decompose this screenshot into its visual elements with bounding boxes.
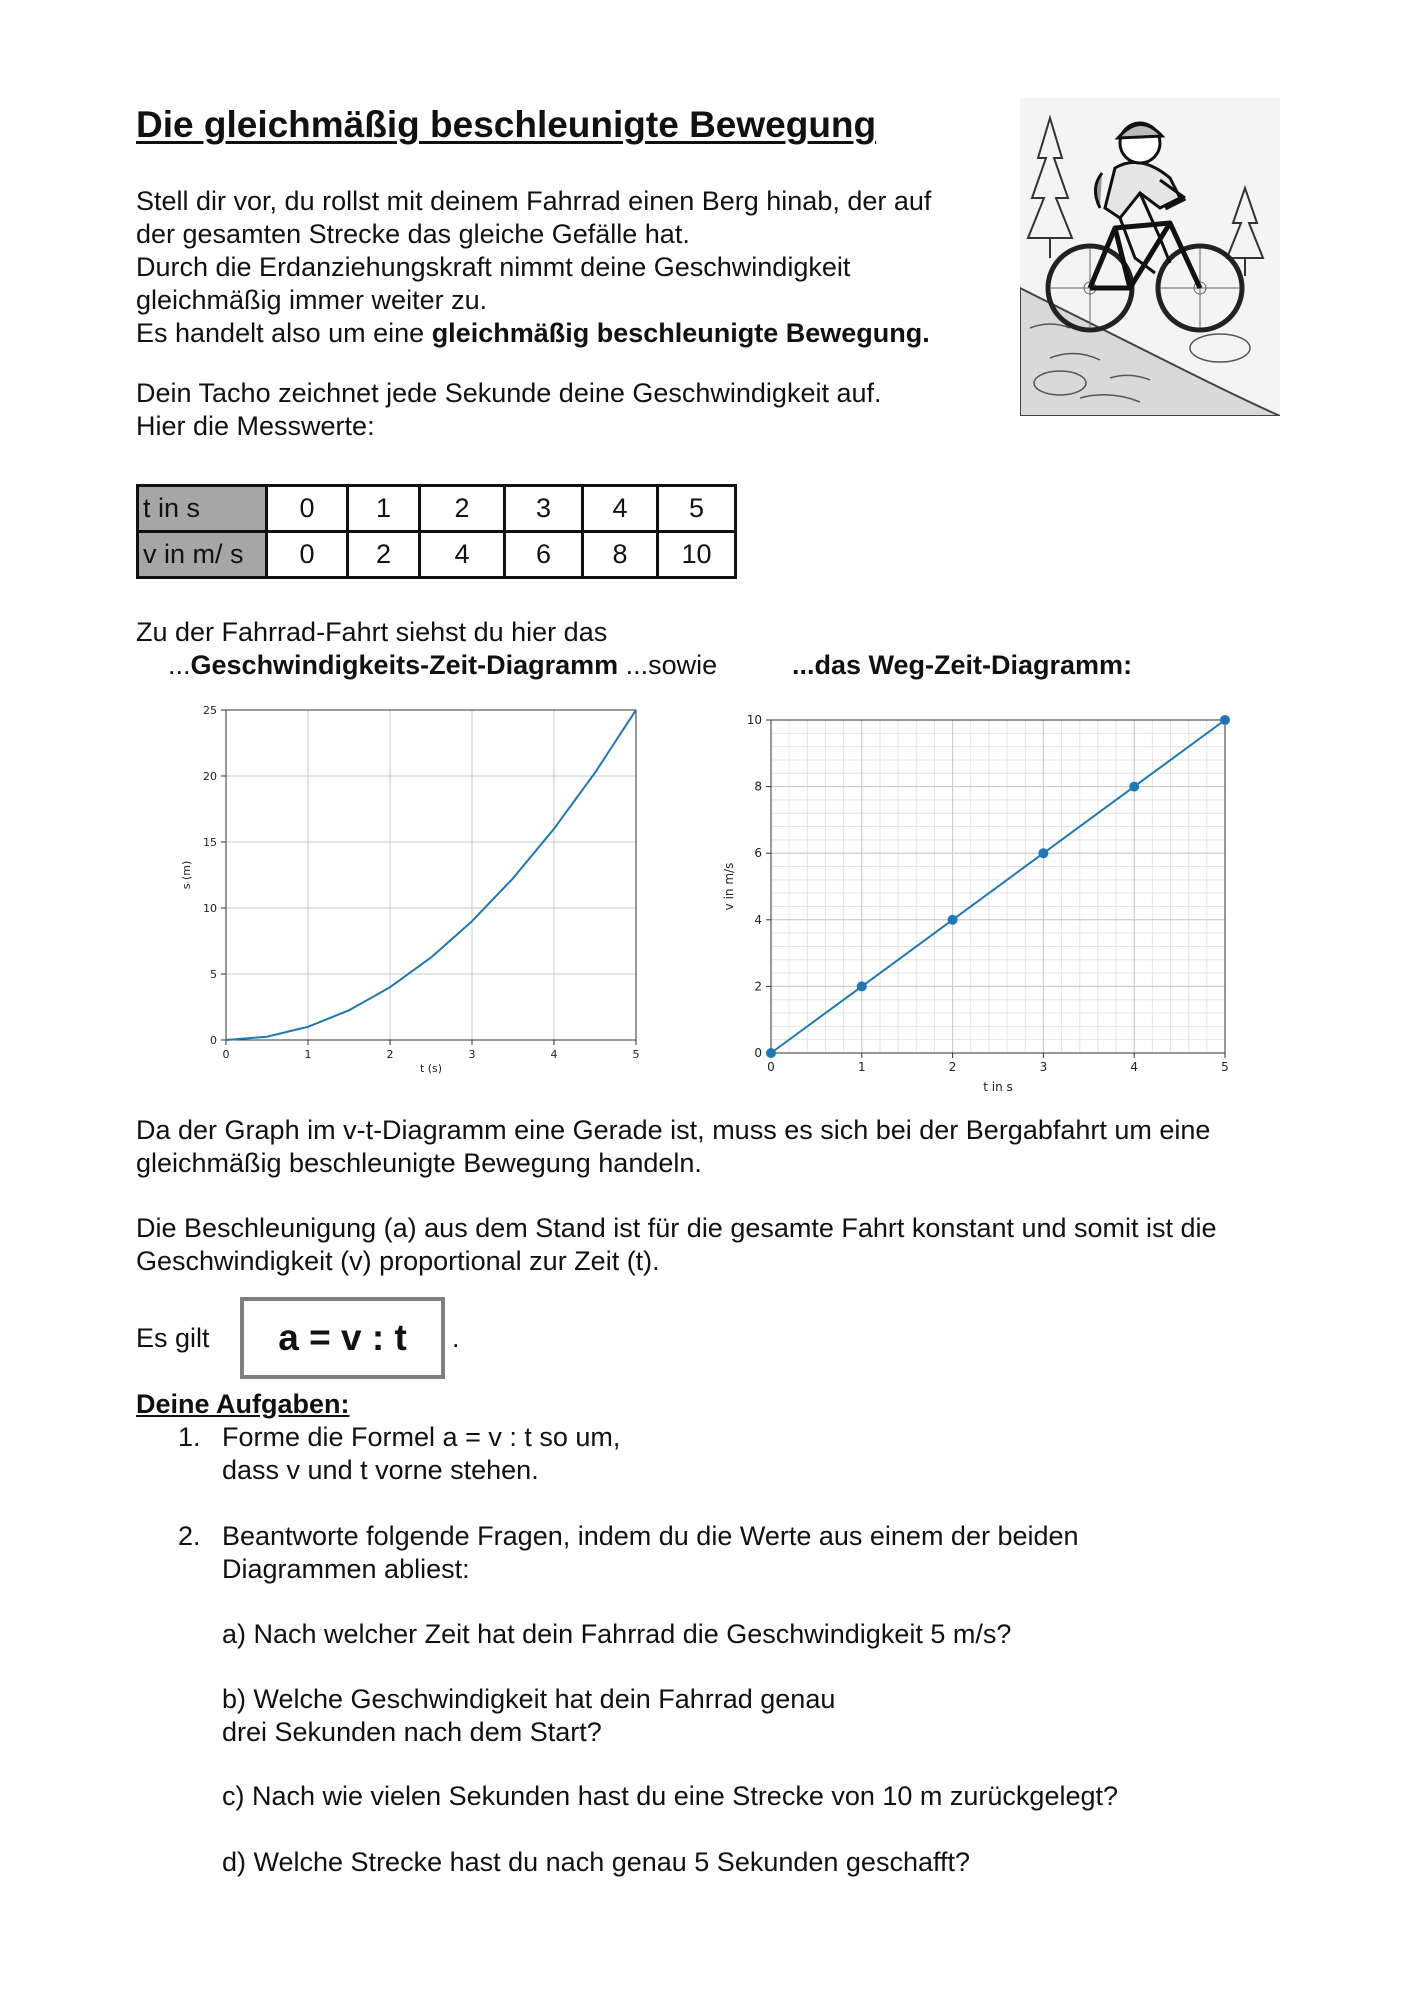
data-point [857,981,867,991]
series-line [226,710,636,1040]
y-tick-label: 10 [746,713,762,727]
y-tick-label: 25 [203,704,217,717]
table-cell: 6 [505,532,583,578]
series-line [771,720,1225,1053]
data-point [766,1048,776,1058]
intro-text: Es handelt also um eine [136,318,432,348]
x-tick-label: 4 [550,1048,558,1061]
table-cell: 2 [348,532,420,578]
y-tick-label: 0 [754,1046,762,1060]
task-line: Diagrammen abliest: [222,1554,470,1584]
x-tick-label: 0 [767,1060,775,1074]
formula-box: a = v : t [240,1297,445,1379]
table-cell: 4 [583,486,658,532]
tacho-line: Dein Tacho zeichnet jede Sekunde deine Geschwindigkeit auf. [136,378,882,408]
formula-suffix: . [452,1323,460,1353]
x-tick-label: 2 [386,1048,394,1061]
page-title: Die gleichmäßig beschleunigte Bewegung [136,104,877,145]
measurement-table [136,484,737,579]
task-line: drei Sekunden nach dem Start? [222,1717,602,1747]
table-cell: 1 [348,486,420,532]
y-tick-label: 8 [754,779,762,794]
chart-v-t [715,700,1235,1105]
task-number: 1. [178,1422,201,1452]
chart-intro-text: Zu der Fahrrad-Fahrt siehst du hier das [136,617,608,647]
task-2c: c) Nach wie vielen Sekunden hast du eine Strecke von 10 m zurückgelegt? [222,1781,1119,1811]
table-cell: 0 [267,486,348,532]
data-point [1038,848,1048,858]
x-tick-label: 1 [857,1060,866,1074]
x-tick-label: 4 [1130,1060,1139,1074]
task-1 [222,1421,1302,1487]
task-2b [222,1683,1302,1749]
para-line: Die Beschleunigung (a) aus dem Stand ist für die gesamte Fahrt konstant und somit ist die [136,1213,1217,1243]
y-tick-label: 10 [203,902,217,915]
table-cell: 8 [583,532,658,578]
x-tick-label: 5 [1221,1060,1229,1074]
explanation-paragraph-2 [136,1212,1316,1278]
y-axis-label: s (m) [180,860,193,890]
task-line: dass v und t vorne stehen. [222,1455,539,1485]
intro-bold-term: gleichmäßig beschleunigte Bewegung. [431,318,930,348]
intro-line: Durch die Erdanziehungskraft nimmt deine Geschwindigkeit [136,252,851,282]
x-tick-label: 2 [948,1060,957,1074]
table-cell: 10 [658,532,736,578]
formula-prefix: Es gilt [136,1323,210,1353]
explanation-paragraph-1 [136,1114,1316,1180]
tacho-paragraph [136,377,1016,443]
task-line: b) Welche Geschwindigkeit hat dein Fahrrad genau [222,1684,836,1714]
data-point [1220,715,1230,725]
table-cell: 3 [505,486,583,532]
para-line: Geschwindigkeit (v) proportional zur Zeit (t). [136,1246,660,1276]
x-axis-label: t in s [983,1080,1013,1094]
intro-paragraph [136,185,1016,350]
y-tick-label: 4 [754,912,762,927]
x-axis-label: t (s) [419,1062,443,1075]
y-tick-label: 6 [754,846,762,861]
x-tick-label: 3 [1039,1060,1048,1074]
caption-vt-title: Geschwindigkeits-Zeit-Diagramm [190,650,619,680]
task-number: 2. [178,1521,201,1551]
tasks-heading: Deine Aufgaben: [136,1389,350,1419]
task-2a: a) Nach welcher Zeit hat dein Fahrrad die Geschwindigkeit 5 m/s? [222,1619,1012,1649]
intro-line [136,317,1016,350]
table-cell: 4 [420,532,505,578]
x-tick-label: 0 [222,1048,230,1061]
y-tick-label: 15 [203,836,217,849]
chart-caption-right: ...das Weg-Zeit-Diagramm: [792,650,1133,680]
caption-dots: ... [168,650,191,680]
data-point [1129,782,1139,792]
task-2 [222,1520,1302,1586]
table-cell: 0 [267,532,348,578]
task-line: Forme die Formel a = v : t so um, [222,1422,621,1452]
y-tick-label: 5 [210,968,217,981]
para-line: Da der Graph im v-t-Diagramm eine Gerade ist, muss es sich bei der Bergabfahrt um eine [136,1115,1211,1145]
y-axis-label: v in m/s [722,862,736,911]
task-2d: d) Welche Strecke hast du nach genau 5 Sekunden geschafft? [222,1847,971,1877]
table-cell: 2 [420,486,505,532]
table-row-velocity [138,532,736,578]
plot-frame [226,710,636,1040]
x-tick-label: 5 [632,1048,640,1061]
table-row-time [138,486,736,532]
y-tick-label: 2 [754,979,762,994]
para-line: gleichmäßig beschleunigte Bewegung handeln. [136,1148,702,1178]
task-line: Beantworte folgende Fragen, indem du die Werte aus einem der beiden [222,1521,1079,1551]
intro-line: gleichmäßig immer weiter zu. [136,285,488,315]
intro-line: Stell dir vor, du rollst mit deinem Fahrrad einen Berg hinab, der auf [136,186,932,216]
x-tick-label: 3 [468,1048,476,1061]
caption-sowie: ...sowie [618,650,718,680]
y-tick-label: 20 [203,770,217,783]
y-tick-label: 0 [210,1034,217,1047]
table-cell: 5 [658,486,736,532]
intro-line: der gesamten Strecke das gleiche Gefälle hat. [136,219,690,249]
chart-caption-left [168,649,717,682]
x-tick-label: 1 [304,1048,312,1061]
tacho-line: Hier die Messwerte: [136,411,375,441]
chart-s-t [180,700,660,1085]
data-point [948,915,958,925]
row-label: v in m/ s [138,532,267,578]
row-label: t in s [138,486,267,532]
boy-on-mountain-bike-icon [1020,98,1280,416]
